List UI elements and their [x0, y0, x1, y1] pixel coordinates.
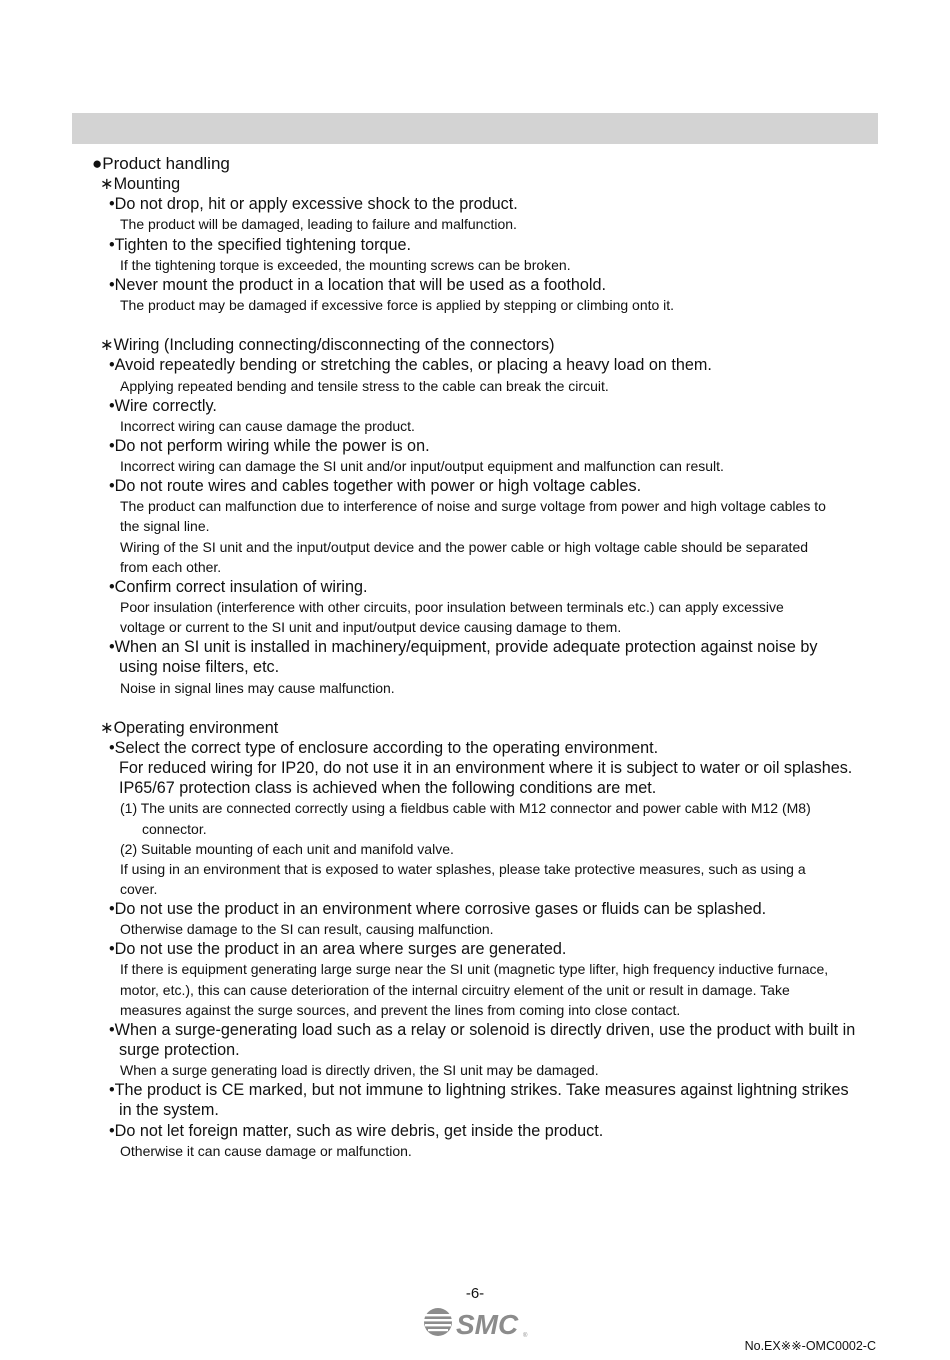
- document-body: [0, 153, 950, 1161]
- list-item-main-continued: using noise filters, etc.: [119, 658, 280, 677]
- list-item-note: When a surge generating load is directly driven, the SI unit may be damaged.: [120, 1062, 599, 1079]
- list-item-note: the signal line.: [120, 518, 210, 535]
- list-item-note: voltage or current to the SI unit and input/output device causing damage to them.: [120, 619, 622, 636]
- list-item-note: Otherwise damage to the SI can result, causing malfunction.: [120, 921, 494, 938]
- section-title: ●Product handling: [92, 154, 230, 173]
- list-item-main: •Confirm correct insulation of wiring.: [109, 577, 368, 596]
- list-item-main: •Do not drop, hit or apply excessive shock to the product.: [109, 195, 518, 214]
- list-item-main: •When a surge-generating load such as a relay or solenoid is directly driven, use the product with built in: [109, 1020, 856, 1039]
- list-item-note: If using in an environment that is exposed to water splashes, please take protective measures, such as using a: [120, 860, 806, 877]
- list-item-note: The product can malfunction due to interference of noise and surge voltage from power and high voltage cables to: [120, 498, 826, 515]
- list-item-note: Noise in signal lines may cause malfunction.: [120, 679, 395, 696]
- condition-item-continued: connector.: [142, 820, 207, 837]
- list-item-note: Otherwise it can cause damage or malfunction.: [120, 1142, 412, 1159]
- list-item-main: •Avoid repeatedly bending or stretching the cables, or placing a heavy load on them.: [109, 356, 712, 375]
- list-item-main: •Tighten to the specified tightening torque.: [109, 235, 412, 254]
- list-item-note: If there is equipment generating large surge near the SI unit (magnetic type lifter, high frequency inductive furnace,: [120, 961, 829, 978]
- header-bar: [72, 113, 878, 144]
- list-item-main-continued: IP65/67 protection class is achieved when the following conditions are met.: [119, 779, 657, 798]
- smc-logo-swoosh-icon: [424, 1308, 452, 1336]
- list-item-note: motor, etc.), this can cause deterioration of the internal circuitry element of the unit or result in damage. Take: [120, 981, 790, 998]
- list-item-main: •Select the correct type of enclosure according to the operating environment.: [109, 738, 659, 757]
- list-item-main: •Do not use the product in an environment where corrosive gases or fluids can be splashed.: [109, 899, 767, 918]
- page-number: -6-: [465, 1285, 485, 1302]
- registered-mark: ®: [523, 1333, 528, 1339]
- list-item-note: measures against the surge sources, and prevent the lines from coming into close contact.: [120, 1001, 681, 1018]
- smc-logo: [422, 1305, 532, 1339]
- list-item-note: Incorrect wiring can damage the SI unit and/or input/output equipment and malfunction can result.: [120, 458, 724, 475]
- list-item-note: Wiring of the SI unit and the input/output device and the power cable or high voltage cable should be separated: [120, 538, 809, 555]
- list-item-main: •Do not perform wiring while the power is on.: [109, 436, 430, 455]
- subsection-title-mounting: ∗Mounting: [100, 175, 181, 193]
- list-item-note: Applying repeated bending and tensile stress to the cable can break the circuit.: [120, 377, 609, 394]
- list-item-main-continued: in the system.: [119, 1101, 219, 1120]
- list-item-note: Incorrect wiring can cause damage the product.: [120, 417, 415, 434]
- list-item-main: •Do not route wires and cables together with power or high voltage cables.: [109, 477, 642, 496]
- condition-item: (2) Suitable mounting of each unit and manifold valve.: [120, 840, 454, 857]
- list-item-main: •Never mount the product in a location that will be used as a foothold.: [109, 275, 606, 294]
- subsection-title-environment: ∗Operating environment: [100, 718, 279, 737]
- smc-logo-text: SMC: [456, 1309, 519, 1339]
- subsection-title-wiring: ∗Wiring (Including connecting/disconnecting of the connectors): [100, 336, 555, 355]
- list-item-note: Poor insulation (interference with other circuits, poor insulation between terminals etc.) can apply excessive: [120, 598, 784, 615]
- list-item-main: •Do not let foreign matter, such as wire debris, get inside the product.: [109, 1121, 604, 1140]
- list-item-main: •When an SI unit is installed in machinery/equipment, provide adequate protection against noise by: [109, 638, 818, 657]
- list-item-main: •Wire correctly.: [109, 396, 217, 415]
- document-number: No.EX※※-OMC0002-C: [744, 1339, 876, 1353]
- list-item-note: If the tightening torque is exceeded, the mounting screws can be broken.: [120, 256, 571, 273]
- list-item-main-continued: surge protection.: [119, 1040, 240, 1059]
- list-item-note: cover.: [120, 880, 158, 897]
- list-item-note: from each other.: [120, 558, 222, 575]
- list-item-note: The product may be damaged if excessive force is applied by stepping or climbing onto it.: [120, 297, 675, 313]
- list-item-note: The product will be damaged, leading to failure and malfunction.: [120, 216, 517, 233]
- list-item-main: •Do not use the product in an area where surges are generated.: [109, 940, 567, 959]
- list-item-main: •The product is CE marked, but not immune to lightning strikes. Take measures against lightning strikes: [109, 1081, 849, 1100]
- condition-item: (1) The units are connected correctly using a fieldbus cable with M12 connector and power cable with M12 (M8): [120, 800, 811, 817]
- list-item-main-continued: For reduced wiring for IP20, do not use it in an environment where it is subject to water or oil splashes.: [119, 759, 853, 778]
